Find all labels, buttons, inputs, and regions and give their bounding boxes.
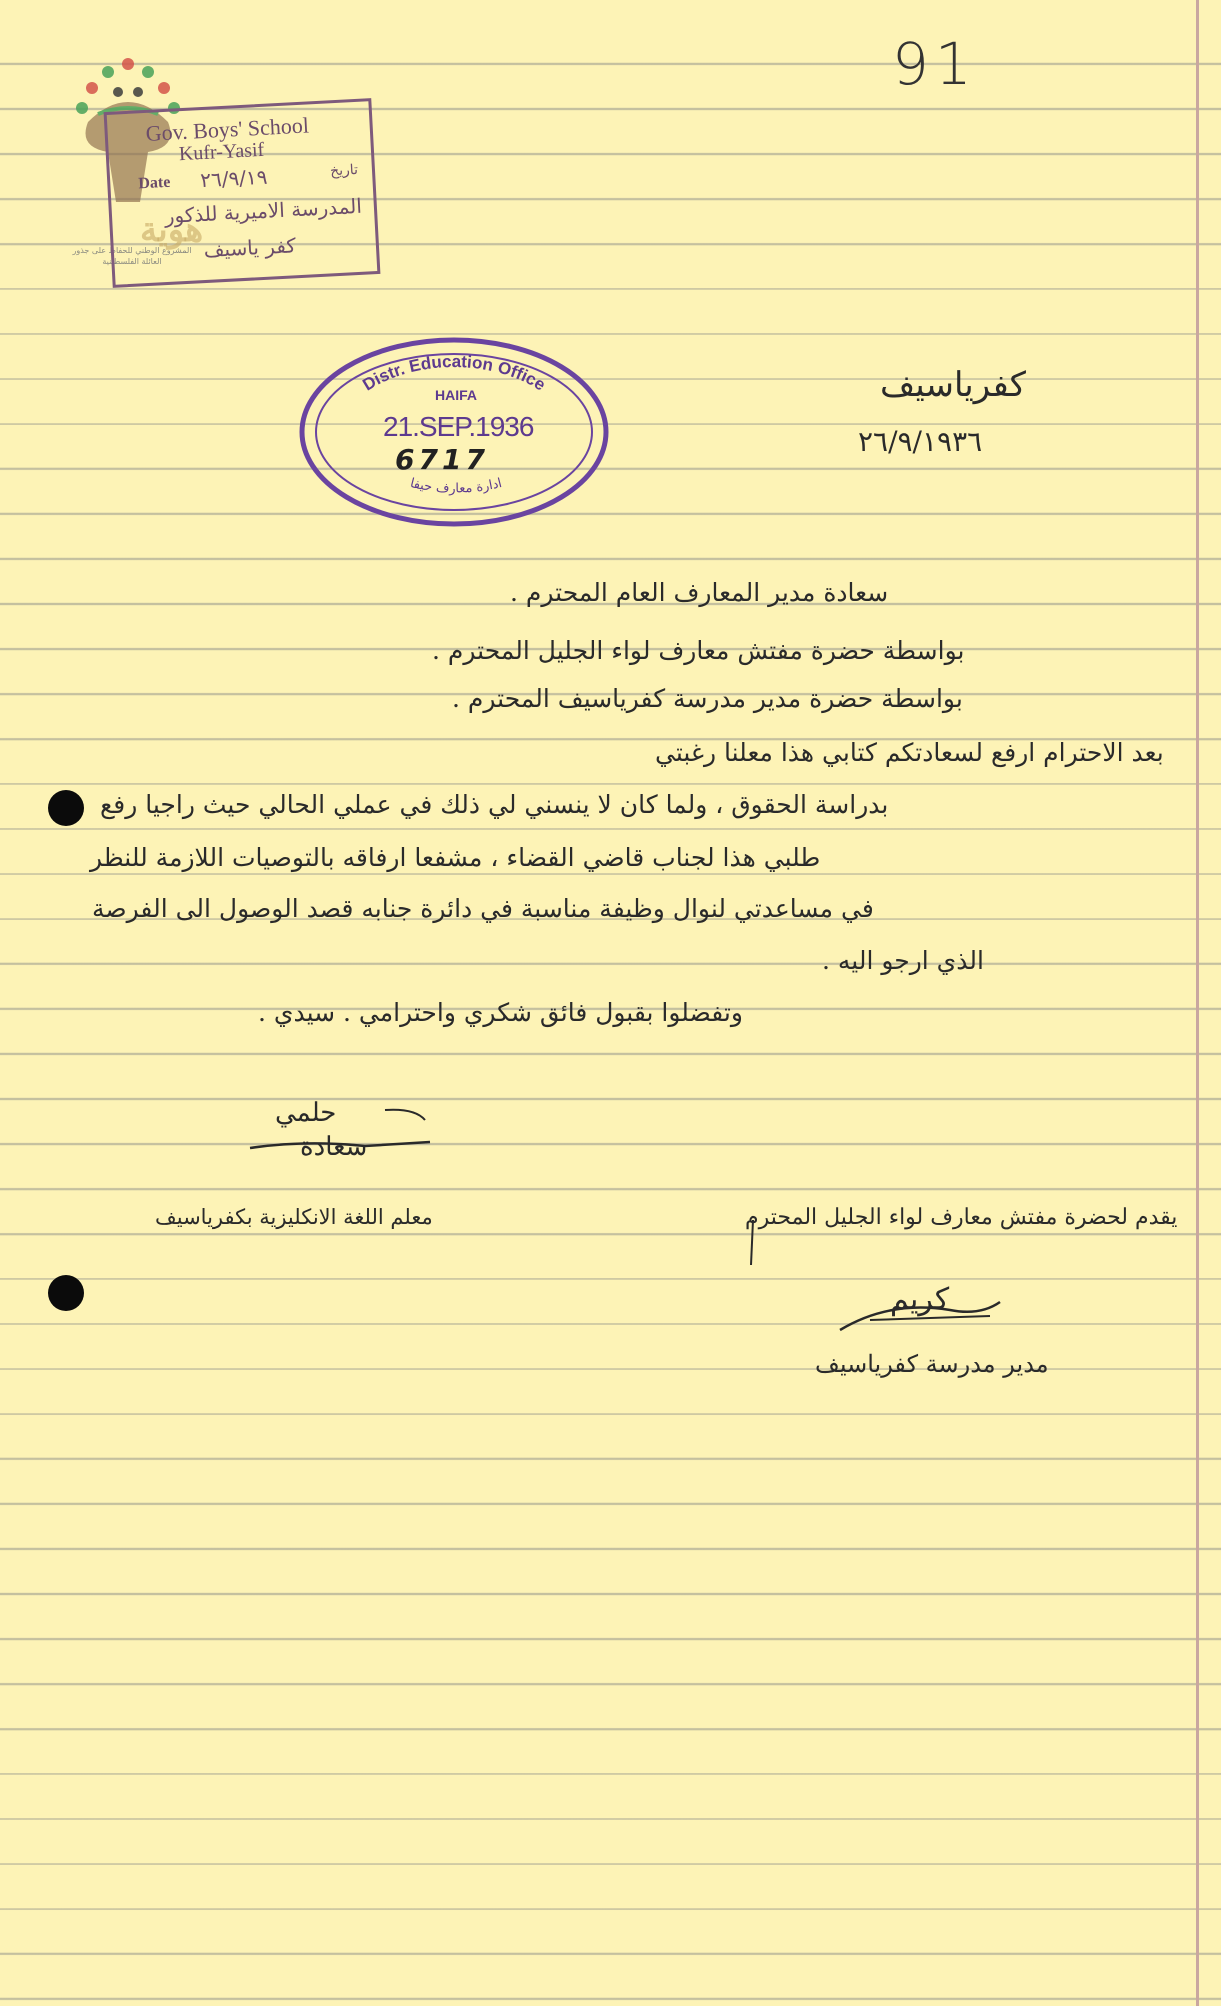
- forwarding-note: يقدم لحضرة مفتش معارف لواء الجليل المحترم: [745, 1205, 1178, 1230]
- stamp-date-value: ٢٦/٩/١٩: [199, 164, 268, 193]
- director-signature: كريم: [890, 1282, 950, 1317]
- closing-line: وتفضلوا بقبول فائق شكري واحترامي . سيدي .: [258, 998, 743, 1027]
- page-number: 91: [892, 30, 978, 98]
- body-line-3: طلبي هذا لجناب قاضي القضاء ، مشفعا ارفاقه بالتوصيات اللازمة للنظر: [90, 843, 821, 872]
- punch-hole-bottom: [48, 1275, 84, 1311]
- stamp-village-ar: كفر ياسيف: [203, 233, 297, 263]
- director-title: مدير مدرسة كفرياسيف: [815, 1350, 1049, 1378]
- body-line-2: بدراسة الحقوق ، ولما كان لا ينسني لي ذلك في عملي الحالي حيث راجيا رفع: [100, 790, 889, 819]
- stamp-arc-text: Distr. Education Office: [359, 352, 549, 395]
- stamp-date-label: Date: [137, 173, 171, 193]
- stamp-date-label-ar: تاريخ: [329, 161, 359, 180]
- body-line-5: الذي ارجو اليه .: [822, 946, 984, 975]
- letter-date: ٢٦/٩/١٩٣٦: [858, 425, 983, 458]
- school-stamp: [104, 98, 381, 288]
- forwarding-mark: [745, 1210, 765, 1270]
- signature-surname: سعادة: [300, 1132, 368, 1162]
- stamp-city: HAIFA: [435, 387, 477, 403]
- body-line-4: في مساعدتي لنوال وظيفة مناسبة في دائرة جنابه قصد الوصول الى الفرصة: [92, 894, 874, 923]
- director-signature-flourish: [830, 1280, 1010, 1340]
- margin-line: [1196, 0, 1199, 2006]
- letter-place: كفرياسيف: [880, 365, 1026, 405]
- stamp-school-name-ar: المدرسة الاميرية للذكور: [164, 193, 363, 229]
- addressee-line-1: سعادة مدير المعارف العام المحترم .: [510, 578, 889, 607]
- stamp-school-name: Gov. Boys' School: [145, 112, 310, 146]
- stamp-registry-number: 6717: [395, 443, 489, 476]
- stamp-received-date: 21.SEP.1936: [383, 411, 534, 442]
- education-office-stamp: [295, 335, 613, 530]
- addressee-line-3: بواسطة حضرة مدير مدرسة كفرياسيف المحترم .: [452, 684, 963, 713]
- sender-title: معلم اللغة الانكليزية بكفرياسيف: [155, 1205, 433, 1229]
- stamp-bottom-text: ادارة معارف حيفا: [408, 475, 504, 497]
- body-line-1: بعد الاحترام ارفع لسعادتكم كتابي هذا معلنا رغبتي: [655, 738, 1164, 767]
- punch-hole-top: [48, 790, 84, 826]
- addressee-line-2: بواسطة حضرة مفتش معارف لواء الجليل المحترم .: [432, 636, 965, 665]
- logo-caption: المشروع الوطني للحفاظ على جذور العائلة الفلسطينية: [72, 246, 192, 266]
- signature-flourish: [245, 1100, 435, 1160]
- signature-first-name: حلمي: [275, 1098, 337, 1128]
- stamp-village: Kufr-Yasif: [178, 138, 265, 166]
- logo-wordmark: هوية: [140, 210, 204, 250]
